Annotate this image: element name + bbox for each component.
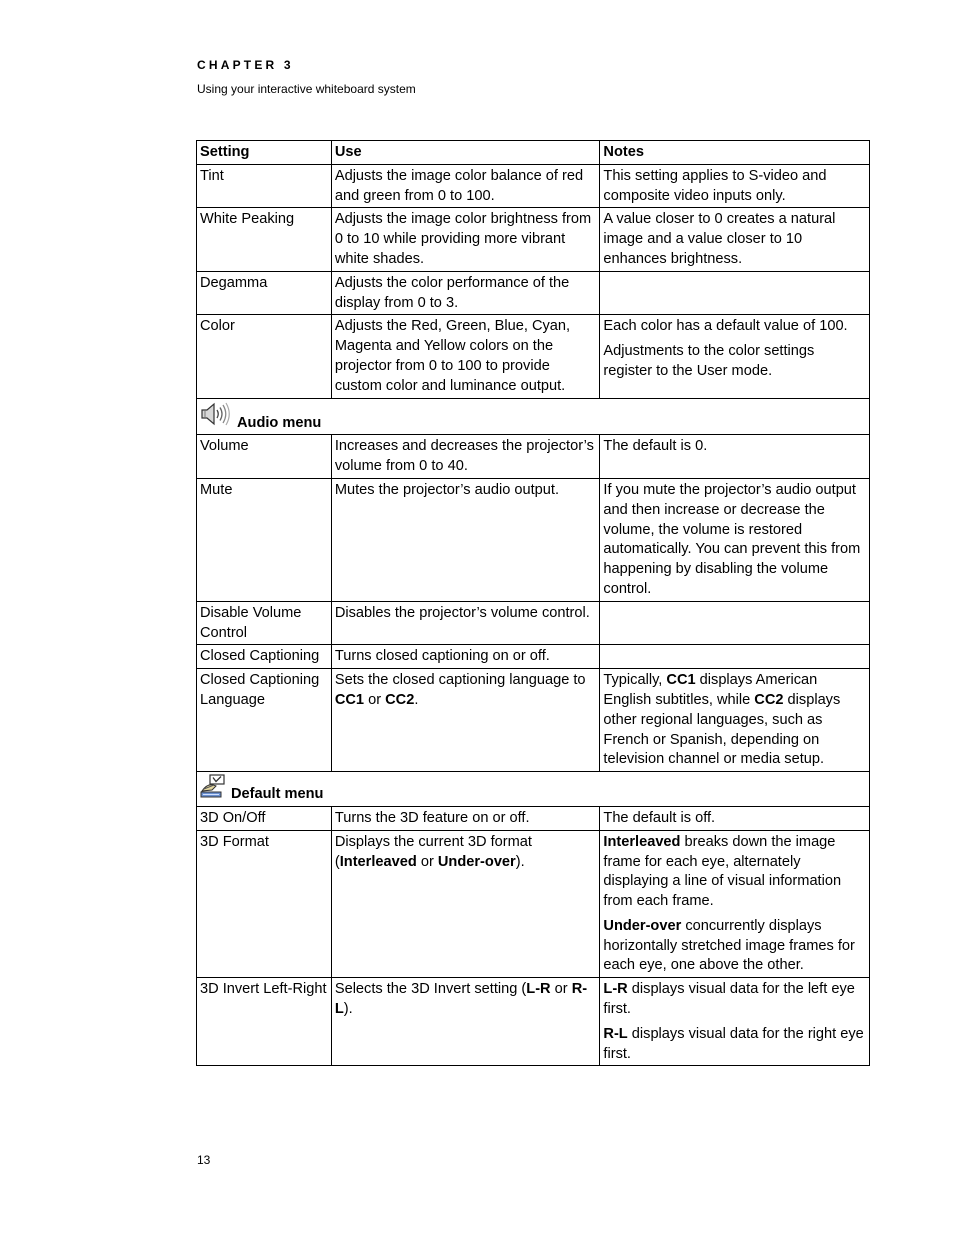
- table-row: [197, 806, 870, 830]
- table-row: [197, 208, 870, 271]
- use-cell: Increases and decreases the projector’s volume from 0 to 40.: [331, 435, 600, 479]
- notes-cell: This setting applies to S-video and composite video inputs only.: [600, 164, 870, 208]
- text-run: Selects the 3D Invert setting (: [334, 981, 527, 998]
- setting-cell: 3D Format: [197, 830, 332, 978]
- bold-term: R-L: [603, 1025, 628, 1042]
- chapter-subtitle: Using your interactive whiteboard system: [197, 82, 416, 96]
- section-header-default: [197, 772, 870, 807]
- text-run: ).: [343, 1001, 353, 1018]
- note-paragraph: [603, 833, 866, 912]
- text-run: or: [550, 981, 572, 998]
- text-run: or: [416, 853, 438, 870]
- use-cell: Turns closed captioning on or off.: [331, 645, 600, 669]
- bold-term: Interleaved: [603, 833, 681, 850]
- setting-cell: Color: [197, 315, 332, 398]
- setting-cell: Closed Captioning: [197, 645, 332, 669]
- use-cell: Disables the projector’s volume control.: [331, 601, 600, 645]
- header-use: Use: [331, 141, 600, 165]
- use-cell: Adjusts the image color brightness from 0 to 10 while providing more vibrant white shades.: [331, 208, 600, 271]
- table-row: [197, 435, 870, 479]
- section-header-audio: [197, 398, 870, 435]
- section-title: Audio menu: [237, 414, 322, 431]
- setting-cell: 3D Invert Left-Right: [197, 978, 332, 1066]
- use-cell: Mutes the projector’s audio output.: [331, 478, 600, 601]
- notes-cell: The default is 0.: [600, 435, 870, 479]
- text-run: Displays the current 3D format (: [334, 833, 532, 870]
- text-run: displays visual data for the right eye first.: [603, 1025, 864, 1062]
- text-run: .: [414, 691, 419, 708]
- use-cell: Adjusts the Red, Green, Blue, Cyan, Magenta and Yellow colors on the projector from 0 to 100 to provide custom color and luminance output.: [331, 315, 600, 398]
- text-run: displays other regional languages, such as French or Spanish, depending on television channel or media setup.: [603, 691, 841, 768]
- bold-term: R-L: [334, 981, 588, 1018]
- header-notes: Notes: [600, 141, 870, 165]
- setting-cell: Closed Captioning Language: [197, 669, 332, 772]
- table-row: [197, 478, 870, 601]
- reset-defaults-icon: [200, 774, 226, 805]
- bold-term: L-R: [603, 981, 628, 998]
- notes-cell: [600, 830, 870, 978]
- text-run: displays American English subtitles, while: [603, 672, 818, 708]
- setting-cell: Disable Volume Control: [197, 601, 332, 645]
- note-paragraph: Each color has a default value of 100.: [603, 318, 848, 335]
- bold-term: CC1: [334, 691, 365, 708]
- table-row: [197, 601, 870, 645]
- speaker-icon: [200, 401, 232, 434]
- use-cell: [331, 830, 600, 978]
- bold-term: Interleaved: [339, 853, 417, 870]
- notes-cell: If you mute the projector’s audio output and then increase or decrease the volume, the volume is restored automatically. You can prevent this from happening by disabling the volume control.: [600, 478, 870, 601]
- notes-cell: [600, 645, 870, 669]
- table-row: [197, 830, 870, 978]
- notes-cell: The default is off.: [600, 806, 870, 830]
- text-run: or: [364, 691, 386, 708]
- use-cell: Adjusts the color performance of the display from 0 to 3.: [331, 271, 600, 315]
- text-run: breaks down the image frame for each eye, alternately displaying a line of visual information from each frame.: [603, 833, 842, 910]
- use-cell: [331, 669, 600, 772]
- bold-term: CC1: [666, 672, 696, 689]
- note-paragraph: [603, 980, 866, 1020]
- setting-cell: Mute: [197, 478, 332, 601]
- bold-term: CC2: [385, 691, 415, 708]
- notes-cell: [600, 601, 870, 645]
- table-row: [197, 164, 870, 208]
- section-title: Default menu: [231, 786, 324, 803]
- setting-cell: White Peaking: [197, 208, 332, 271]
- bold-term: Under-over: [437, 853, 516, 870]
- note-paragraph: [603, 1025, 866, 1065]
- table-header-row: [197, 141, 870, 165]
- setting-cell: Tint: [197, 164, 332, 208]
- table-row: [197, 669, 870, 772]
- table-row: [197, 978, 870, 1066]
- setting-cell: Volume: [197, 435, 332, 479]
- text-run: displays visual data for the left eye first.: [603, 981, 855, 1018]
- text-run: Sets the closed captioning language to: [334, 672, 586, 689]
- text-run: concurrently displays horizontally stretched image frames for each eye, one above the other.: [603, 917, 855, 974]
- chapter-label: CHAPTER 3: [197, 58, 294, 72]
- settings-table: [196, 140, 870, 1066]
- table-row: [197, 315, 870, 398]
- use-cell: Adjusts the image color balance of red and green from 0 to 100.: [331, 164, 600, 208]
- bold-term: CC2: [754, 691, 784, 708]
- bold-term: Under-over: [603, 917, 682, 934]
- section-row-audio: [197, 398, 870, 435]
- setting-cell: 3D On/Off: [197, 806, 332, 830]
- note-paragraph: Adjustments to the color settings register to the User mode.: [603, 343, 815, 379]
- note-paragraph: [603, 917, 866, 976]
- notes-cell: [600, 669, 870, 772]
- section-row-default: [197, 772, 870, 807]
- use-cell: [331, 978, 600, 1066]
- notes-cell: A value closer to 0 creates a natural image and a value closer to 10 enhances brightness.: [600, 208, 870, 271]
- setting-cell: Degamma: [197, 271, 332, 315]
- table-row: [197, 271, 870, 315]
- header-setting: Setting: [197, 141, 332, 165]
- notes-cell: [600, 978, 870, 1066]
- page-number: 13: [197, 1153, 211, 1167]
- notes-cell: [600, 315, 870, 398]
- table-row: [197, 645, 870, 669]
- text-run: ).: [515, 853, 525, 870]
- notes-cell: [600, 271, 870, 315]
- bold-term: L-R: [526, 981, 551, 998]
- use-cell: Turns the 3D feature on or off.: [331, 806, 600, 830]
- text-run: Typically,: [603, 672, 667, 689]
